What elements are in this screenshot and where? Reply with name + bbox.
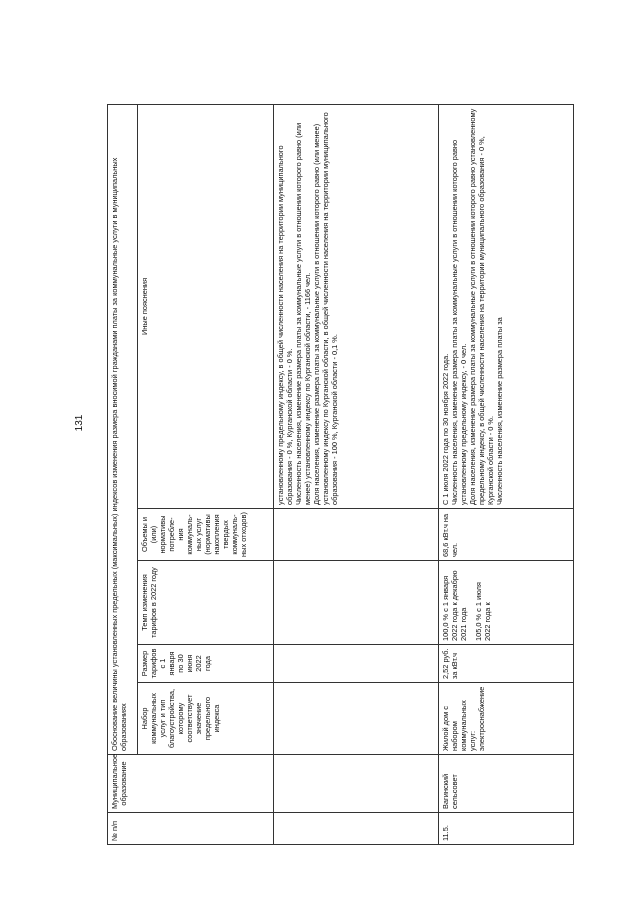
header-rate: Темп изменения тарифов в 2022 году — [138, 561, 274, 645]
header-num: № п/п — [108, 813, 274, 845]
cell-service-set — [274, 683, 439, 755]
rate-first-period: 100,0 % с 1 января 2022 года к декабрю 2021 года — [441, 570, 468, 641]
header-service-set: Набор коммунальных услуг и тип благоустройства, которому соответствует значение предельного индекса — [138, 683, 274, 755]
cell-num: 11.5. — [439, 813, 574, 845]
cell-municipality: Вагинский сельсовет — [439, 755, 574, 813]
cell-num — [274, 813, 439, 845]
other-paragraph: С 1 июля 2022 года по 30 ноября 2022 года. — [441, 353, 450, 505]
other-paragraph: Доля населения, изменение размера платы за коммунальные услуги в отношении которого равно (или менее) установленному индексу по Курганской области, в общей численности населения на территории муниципального образования - 100 %, Курганской области - 0,1 %. — [312, 112, 339, 505]
cell-municipality — [274, 755, 439, 813]
table-row — [439, 104, 574, 844]
other-paragraph: Доля населения, изменение размера платы за коммунальные услуги в отношении которого равно установленному предельному индексу, в общей численности населения на территории муниципального образования - 0 %, Курганской области - 0 %. — [468, 108, 495, 505]
cell-other — [439, 104, 574, 508]
page-number: 131 — [74, 414, 85, 432]
other-paragraph: Численность населения, изменение размера платы за — [495, 317, 504, 505]
cell-other — [274, 104, 439, 508]
cell-volume — [274, 509, 439, 561]
cell-tariff: 2,52 руб. за кВт.ч — [439, 645, 574, 683]
cell-rate — [274, 561, 439, 645]
cell-volume: 68,6 кВт.ч на чел. — [439, 509, 574, 561]
header-municipality: Муниципальное образование — [108, 755, 274, 813]
cell-service-set: Жилой дом с набором коммунальных услуг: электроснабжение — [439, 683, 574, 755]
header-justification-title: Обоснование величины установленных предельных (максимальных) индексов изменения размера вносимой гражданами платы за коммунальные услуги в муниципальных образованиях — [108, 104, 138, 754]
rate-second-period: 105,0 % с 1 июля 2022 года к — [474, 582, 492, 641]
other-paragraph: установленному предельному индексу, в общей численности населения на территории муниципального образования - 0 %, Курганской области - 0 %. — [276, 145, 294, 505]
header-tariff: Размер тарифов с 1 января по 30 июня 2022 года — [138, 645, 274, 683]
rotated-table-page — [107, 105, 607, 845]
cell-tariff — [274, 645, 439, 683]
table-row — [274, 104, 439, 844]
cell-rate — [439, 561, 574, 645]
header-other: Иные пояснения — [138, 104, 274, 508]
other-paragraph: Численность населения, изменение размера платы за коммунальные услуги в отношении которого равно (или менее) установленному индексу по Курганской области, - 1166 чел. — [294, 122, 312, 505]
header-volume: Объемы и (или) нормативы потребле-ния коммуналь-ных услуг (нормативы накопления твердых коммуналь-ных отходов) — [138, 509, 274, 561]
other-paragraph: Численность населения, изменение размера платы за коммунальные услуги в отношении которого равно установленному предельному индексу, - 0 чел. — [450, 139, 468, 505]
tariff-justification-table — [107, 104, 574, 845]
